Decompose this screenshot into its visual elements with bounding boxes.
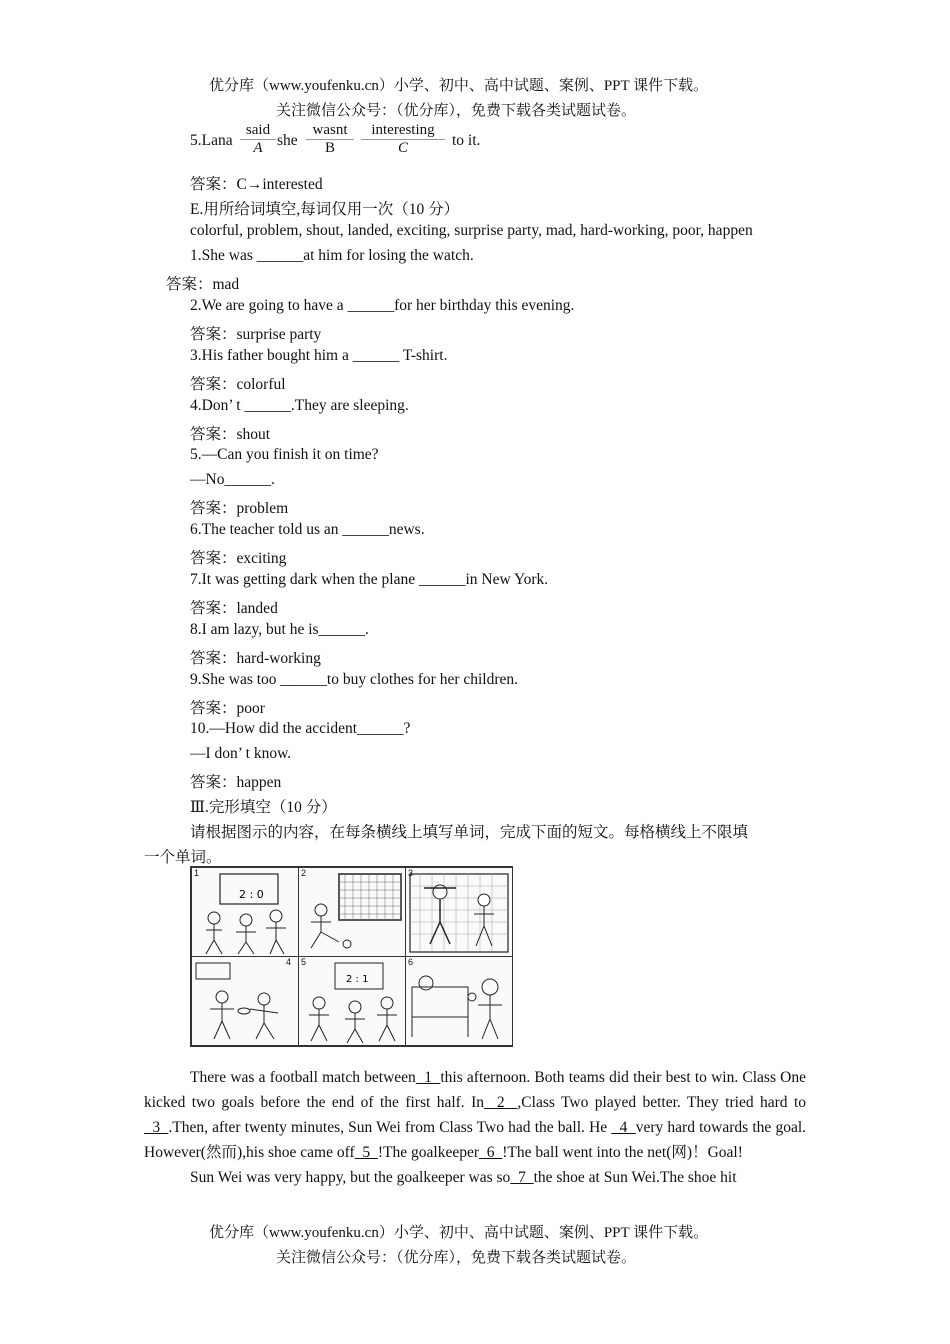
panel-2-goal-kick-drawing xyxy=(299,868,405,956)
fill-answer-2: 答案：surprise party xyxy=(190,326,322,343)
fill-answer-5: 答案：problem xyxy=(190,500,289,517)
error-question-mid: she xyxy=(277,132,298,149)
header-line-2: 关注微信公众号：（优分库），免费下载各类试题试卷。 xyxy=(276,103,637,119)
error-word-a: said xyxy=(240,122,276,140)
panel-number-5: 5 xyxy=(301,957,307,967)
panel-number-3: 3 xyxy=(408,868,414,878)
passage-text: !The goalkeeper xyxy=(377,1144,479,1161)
fill-answer-1: 答案：mad xyxy=(166,276,240,293)
footer-line-1: 优分库（www.youfenku.cn）小学、初中、高中试题、案例、PPT 课件下载。 xyxy=(209,1225,709,1241)
cloze-blank-4: 4 xyxy=(611,1119,636,1136)
error-option-a xyxy=(240,122,276,157)
error-label-b: B xyxy=(324,140,335,156)
header-line-1: 优分库（www.youfenku.cn）小学、初中、高中试题、案例、PPT 课件下载。 xyxy=(209,78,709,94)
error-word-c: interesting xyxy=(361,122,445,140)
fill-answer-3: 答案：colorful xyxy=(190,376,286,393)
comic-panel-4 xyxy=(191,956,299,1046)
panel-3-goalkeeper-drawing xyxy=(406,868,512,956)
passage-text: There was a football match between xyxy=(190,1069,416,1086)
fill-question-1: 1.She was ______at him for losing the watch. xyxy=(190,247,474,264)
fill-answer-9: 答案：poor xyxy=(190,700,265,717)
error-label-c: C xyxy=(397,140,408,156)
section-e-title: E.用所给词填空,每词仅用一次（10 分） xyxy=(190,201,460,218)
passage-text: .Then, after twenty minutes, Sun Wei from Class Two had the ball. He xyxy=(168,1119,612,1136)
fill-question-5: 5.—Can you finish it on time? xyxy=(190,446,379,463)
fill-question-2: 2.We are going to have a ______for her birthday this evening. xyxy=(190,297,575,314)
panel-6-hospital-drawing xyxy=(406,957,512,1045)
passage-text: Sun Wei was very happy, but the goalkeeper was so xyxy=(190,1169,511,1186)
error-question-prefix: 5.Lana xyxy=(190,132,233,149)
section-iii-title: Ⅲ.完形填空（10 分） xyxy=(190,799,337,816)
panel-number-1: 1 xyxy=(194,868,200,878)
error-option-c xyxy=(361,122,445,157)
cloze-paragraph-1 xyxy=(144,1065,806,1165)
panel-number-6: 6 xyxy=(408,957,414,967)
comic-panel-5 xyxy=(298,956,406,1046)
fill-question-10-reply: —I don’ t know. xyxy=(190,745,292,762)
section-iii-instruction-2: 一个单词。 xyxy=(144,849,222,866)
fill-question-4: 4.Don’ t ______.They are sleeping. xyxy=(190,397,409,414)
passage-text: ,Class Two played better. They tried hard to xyxy=(517,1094,807,1111)
fill-question-7: 7.It was getting dark when the plane ______in New York. xyxy=(190,571,549,588)
cloze-blank-3: 3 xyxy=(144,1119,169,1136)
fill-question-9: 9.She was too ______to buy clothes for her children. xyxy=(190,671,519,688)
fill-answer-4: 答案：shout xyxy=(190,426,271,443)
cloze-blank-7: 7 xyxy=(510,1169,534,1186)
football-comic-figure xyxy=(190,866,513,1047)
error-label-a: A xyxy=(253,140,263,156)
passage-text: this afternoon. Both teams did their best to win. Class One kicked two goals before the end of the first half. In xyxy=(144,1069,806,1111)
fill-question-10: 10.—How did the accident______? xyxy=(190,720,411,737)
cloze-blank-2: 2 xyxy=(484,1094,518,1111)
comic-panel-6 xyxy=(405,956,513,1046)
error-word-b: wasnt xyxy=(306,122,354,140)
fill-question-5-reply: —No______. xyxy=(190,471,275,488)
word-bank: colorful, problem, shout, landed, exciting, surprise party, mad, hard-working, poor, happen xyxy=(190,222,753,239)
fill-question-6: 6.The teacher told us an ______news. xyxy=(190,521,425,538)
fill-answer-7: 答案：landed xyxy=(190,600,278,617)
passage-text: the shoe at Sun Wei.The shoe hit xyxy=(533,1169,737,1186)
cloze-paragraph-2 xyxy=(144,1165,806,1190)
passage-text: very hard towards the goal. However(然而),his shoe came off xyxy=(144,1119,807,1161)
fill-question-8: 8.I am lazy, but he is______. xyxy=(190,621,369,638)
footer-line-2: 关注微信公众号：（优分库），免费下载各类试题试卷。 xyxy=(276,1250,637,1266)
panel-5-scoreboard-drawing xyxy=(299,957,405,1045)
fill-question-3: 3.His father bought him a ______ T-shirt. xyxy=(190,347,448,364)
comic-panel-2 xyxy=(298,867,406,957)
section-iii-instruction-1: 请根据图示的内容，在每条横线上填写单词，完成下面的短文。每格横线上不限填 xyxy=(190,824,749,841)
error-question-suffix: to it. xyxy=(452,132,481,149)
panel-1-scoreboard-players-drawing xyxy=(192,868,298,956)
panel-4-shoe-drawing xyxy=(192,957,298,1045)
cloze-blank-1: 1 xyxy=(415,1069,441,1086)
fill-answer-10: 答案：happen xyxy=(190,774,282,791)
cloze-blank-5: 5 xyxy=(354,1144,378,1161)
error-answer: 答案：C→interested xyxy=(190,176,323,193)
panel-number-4: 4 xyxy=(286,957,292,967)
comic-panel-3 xyxy=(405,867,513,957)
cloze-blank-6: 6 xyxy=(479,1144,503,1161)
comic-panel-1 xyxy=(191,867,299,957)
cloze-passage xyxy=(144,1065,806,1190)
error-option-b xyxy=(306,122,354,157)
panel-1-score: 2 : 0 xyxy=(239,888,264,901)
panel-number-2: 2 xyxy=(301,868,307,878)
fill-answer-8: 答案：hard-working xyxy=(190,650,321,667)
passage-text: !The ball went into the net(网)！Goal! xyxy=(502,1144,743,1161)
panel-5-score: 2 : 1 xyxy=(346,974,369,985)
fill-answer-6: 答案：exciting xyxy=(190,550,287,567)
